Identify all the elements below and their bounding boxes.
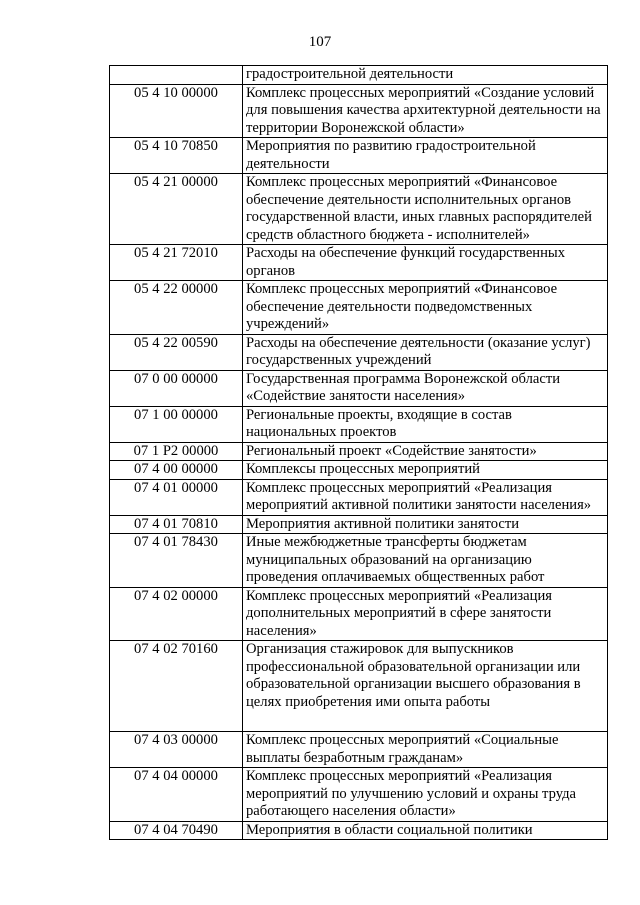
row-code: 07 4 01 70810 — [110, 515, 243, 534]
row-code: 07 4 02 70160 — [110, 641, 243, 732]
row-description: Комплексы процессных мероприятий — [243, 461, 608, 480]
row-description: Комплекс процессных мероприятий «Создание условий для повышения качества архитектурной деятельности на территории Воронежской области» — [243, 84, 608, 138]
row-code: 07 4 04 70490 — [110, 821, 243, 840]
row-code: 05 4 10 00000 — [110, 84, 243, 138]
table-row — [110, 138, 608, 174]
table-row — [110, 515, 608, 534]
table-row — [110, 334, 608, 370]
table-row — [110, 587, 608, 641]
row-code: 07 1 P2 00000 — [110, 442, 243, 461]
table-row — [110, 442, 608, 461]
table-row — [110, 370, 608, 406]
table-row — [110, 479, 608, 515]
table-row — [110, 821, 608, 840]
table-row — [110, 84, 608, 138]
row-code: 05 4 21 72010 — [110, 245, 243, 281]
table-row — [110, 281, 608, 335]
budget-code-table — [109, 65, 608, 840]
row-code: 05 4 22 00000 — [110, 281, 243, 335]
row-code: 07 0 00 00000 — [110, 370, 243, 406]
table-row — [110, 66, 608, 85]
row-description: Организация стажировок для выпускников профессиональной образовательной организации или образовательной организации высшего образования в целях приобретения ими опыта работы — [243, 641, 608, 732]
row-description: Иные межбюджетные трансферты бюджетам муниципальных образований на организацию проведения оплачиваемых общественных работ — [243, 534, 608, 588]
row-description: Региональные проекты, входящие в состав национальных проектов — [243, 406, 608, 442]
row-description: Мероприятия по развитию градостроительной деятельности — [243, 138, 608, 174]
row-code: 07 4 01 78430 — [110, 534, 243, 588]
row-code: 07 4 04 00000 — [110, 768, 243, 822]
table-row — [110, 406, 608, 442]
row-code: 07 4 03 00000 — [110, 732, 243, 768]
row-description: Комплекс процессных мероприятий «Финансовое обеспечение деятельности подведомственных учреждений» — [243, 281, 608, 335]
row-description: Мероприятия активной политики занятости — [243, 515, 608, 534]
row-description: Комплекс процессных мероприятий «Социальные выплаты безработным гражданам» — [243, 732, 608, 768]
table-row — [110, 732, 608, 768]
row-description: Комплекс процессных мероприятий «Финансовое обеспечение деятельности исполнительных органов государственной власти, иных главных распорядителей средств областного бюджета - исполнителей» — [243, 174, 608, 245]
row-description: Расходы на обеспечение деятельности (оказание услуг) государственных учреждений — [243, 334, 608, 370]
row-description: Региональный проект «Содействие занятости» — [243, 442, 608, 461]
row-code: 07 4 02 00000 — [110, 587, 243, 641]
row-description: Мероприятия в области социальной политики — [243, 821, 608, 840]
row-code: 07 4 01 00000 — [110, 479, 243, 515]
row-description: Комплекс процессных мероприятий «Реализация дополнительных мероприятий в сфере занятости населения» — [243, 587, 608, 641]
row-code: 07 1 00 00000 — [110, 406, 243, 442]
table-row — [110, 768, 608, 822]
row-code: 05 4 21 00000 — [110, 174, 243, 245]
table-row — [110, 534, 608, 588]
page-number: 107 — [308, 34, 332, 50]
table-row — [110, 174, 608, 245]
table-row — [110, 641, 608, 732]
row-code — [110, 66, 243, 85]
row-description: Расходы на обеспечение функций государственных органов — [243, 245, 608, 281]
table-row — [110, 245, 608, 281]
table-row — [110, 461, 608, 480]
row-description: градостроительной деятельности — [243, 66, 608, 85]
row-code: 05 4 10 70850 — [110, 138, 243, 174]
row-description: Государственная программа Воронежской области «Содействие занятости населения» — [243, 370, 608, 406]
row-description: Комплекс процессных мероприятий «Реализация мероприятий по улучшению условий и охраны труда работающего населения области» — [243, 768, 608, 822]
row-code: 05 4 22 00590 — [110, 334, 243, 370]
row-description: Комплекс процессных мероприятий «Реализация мероприятий активной политики занятости населения» — [243, 479, 608, 515]
row-code: 07 4 00 00000 — [110, 461, 243, 480]
